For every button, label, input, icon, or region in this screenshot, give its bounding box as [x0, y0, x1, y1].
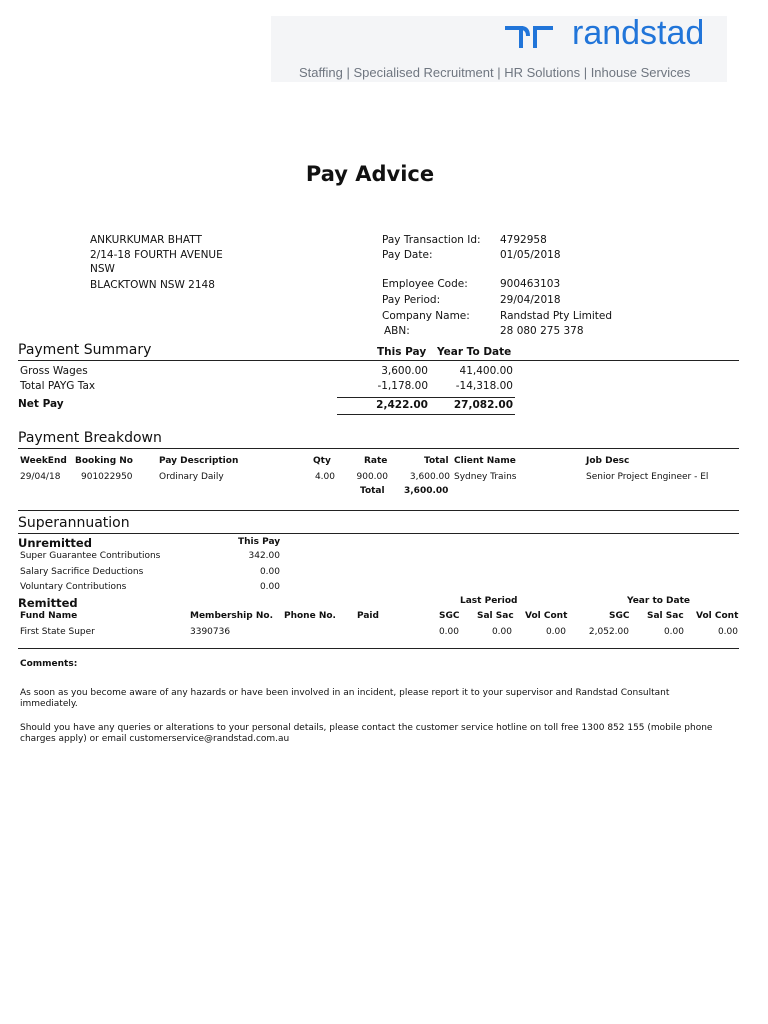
payment-summary-heading: Payment Summary [18, 342, 152, 358]
last-period-header: Last Period [460, 596, 518, 606]
row-ytd-sgc: 2,052.00 [588, 627, 629, 637]
row-pay-description: Ordinary Daily [159, 472, 224, 482]
col-ytd-sgc: SGC [609, 611, 630, 621]
superannuation-heading: Superannuation [18, 515, 130, 531]
year-to-date-header: Year to Date [627, 596, 691, 606]
row-qty: 4.00 [314, 472, 335, 482]
row-rate: 900.00 [356, 472, 388, 482]
col-fund-name: Fund Name [20, 611, 78, 621]
row-lp-vol-cont: 0.00 [545, 627, 566, 637]
net-pay-this-pay: 2,422.00 [376, 399, 428, 411]
col-membership-no: Membership No. [190, 611, 273, 621]
row-lp-sal-sac: 0.00 [491, 627, 512, 637]
company-name-value: Randstad Pty Limited [500, 310, 612, 322]
col-lp-vol-cont: Vol Cont [525, 611, 568, 621]
comment-hazards-line2: immediately. [20, 699, 78, 709]
col-paid: Paid [357, 611, 379, 621]
col-client-name: Client Name [454, 456, 516, 466]
voluntary-contributions-label: Voluntary Contributions [20, 582, 127, 592]
col-lp-sal-sac: Sal Sac [477, 611, 514, 621]
pay-date-value: 01/05/2018 [500, 249, 561, 261]
comment-hazards-line1: As soon as you become aware of any hazards or have been involved in an incident, please report it to your supervisor and Randstad Consultant [20, 688, 670, 698]
breakdown-total-value: 3,600.00 [404, 486, 449, 496]
super-this-pay-header: This Pay [238, 537, 281, 547]
gross-wages-ytd: 41,400.00 [459, 365, 513, 377]
row-lp-sgc: 0.00 [438, 627, 459, 637]
comments-label: Comments: [20, 659, 78, 669]
row-ytd-vol-cont: 0.00 [717, 627, 738, 637]
net-pay-ytd: 27,082.00 [453, 399, 513, 411]
divider [18, 648, 739, 649]
divider [18, 533, 739, 534]
pay-period-label: Pay Period: [382, 294, 441, 306]
row-ytd-sal-sac: 0.00 [663, 627, 684, 637]
divider [337, 397, 515, 398]
net-pay-label: Net Pay [18, 398, 64, 410]
sgc-value: 342.00 [248, 551, 280, 561]
comment-queries-line2: charges apply) or email customerservice@randstad.com.au [20, 734, 290, 744]
col-phone-no: Phone No. [284, 611, 336, 621]
col-weekend: WeekEnd [20, 456, 67, 466]
abn-value: 28 080 275 378 [500, 325, 584, 337]
col-ytd-sal-sac: Sal Sac [647, 611, 684, 621]
col-total: Total [424, 456, 449, 466]
employee-address-line1: 2/14-18 FOURTH AVENUE [90, 249, 223, 261]
row-membership-no: 3390736 [190, 627, 231, 637]
salary-sacrifice-value: 0.00 [259, 567, 280, 577]
divider [18, 448, 739, 449]
remitted-label: Remitted [18, 596, 78, 610]
employee-code-label: Employee Code: [382, 278, 468, 290]
col-rate: Rate [364, 456, 388, 466]
col-ytd-vol-cont: Vol Cont [696, 611, 739, 621]
divider [18, 510, 739, 511]
row-client-name: Sydney Trains [454, 472, 517, 482]
col-qty: Qty [313, 456, 331, 466]
col-booking-no: Booking No [75, 456, 133, 466]
comment-queries-line1: Should you have any queries or alterations to your personal details, please contact the customer service hotline on toll free 1300 852 155 (mobile phone [20, 723, 713, 733]
col-lp-sgc: SGC [439, 611, 460, 621]
row-total: 3,600.00 [409, 472, 450, 482]
abn-label: ABN: [384, 325, 410, 337]
breakdown-total-label: Total [360, 486, 385, 496]
transaction-id-value: 4792958 [500, 234, 547, 246]
company-name-label: Company Name: [382, 310, 470, 322]
col-this-pay: This Pay [377, 346, 427, 358]
employee-name: ANKURKUMAR BHATT [90, 234, 202, 246]
page-title: Pay Advice [305, 162, 435, 186]
sgc-label: Super Guarantee Contributions [20, 551, 161, 561]
gross-wages-this-pay: 3,600.00 [381, 365, 428, 377]
pay-date-label: Pay Date: [382, 249, 433, 261]
row-job-desc: Senior Project Engineer - El [586, 472, 709, 482]
payg-tax-ytd: -14,318.00 [455, 380, 513, 392]
brand-logo-text: randstad [572, 14, 705, 52]
employee-address-line2: NSW [90, 263, 115, 275]
col-year-to-date: Year To Date [437, 346, 512, 358]
col-job-desc: Job Desc [586, 456, 630, 466]
unremitted-label: Unremitted [18, 536, 92, 550]
brand-tagline: Staffing | Specialised Recruitment | HR Solutions | Inhouse Services [299, 65, 691, 80]
col-pay-description: Pay Description [159, 456, 239, 466]
payment-breakdown-heading: Payment Breakdown [18, 430, 162, 446]
divider [337, 414, 515, 415]
row-fund-name: First State Super [20, 627, 95, 637]
employee-code-value: 900463103 [500, 278, 561, 290]
randstad-logo-icon [503, 24, 555, 50]
row-booking-no: 901022950 [81, 472, 133, 482]
transaction-id-label: Pay Transaction Id: [382, 234, 481, 246]
row-weekend: 29/04/18 [20, 472, 61, 482]
payg-tax-label: Total PAYG Tax [20, 380, 96, 392]
divider [18, 360, 739, 361]
pay-period-value: 29/04/2018 [500, 294, 561, 306]
gross-wages-label: Gross Wages [20, 365, 88, 377]
salary-sacrifice-label: Salary Sacrifice Deductions [20, 567, 144, 577]
voluntary-contributions-value: 0.00 [259, 582, 280, 592]
employee-address-line3: BLACKTOWN NSW 2148 [90, 279, 215, 291]
payg-tax-this-pay: -1,178.00 [377, 380, 428, 392]
